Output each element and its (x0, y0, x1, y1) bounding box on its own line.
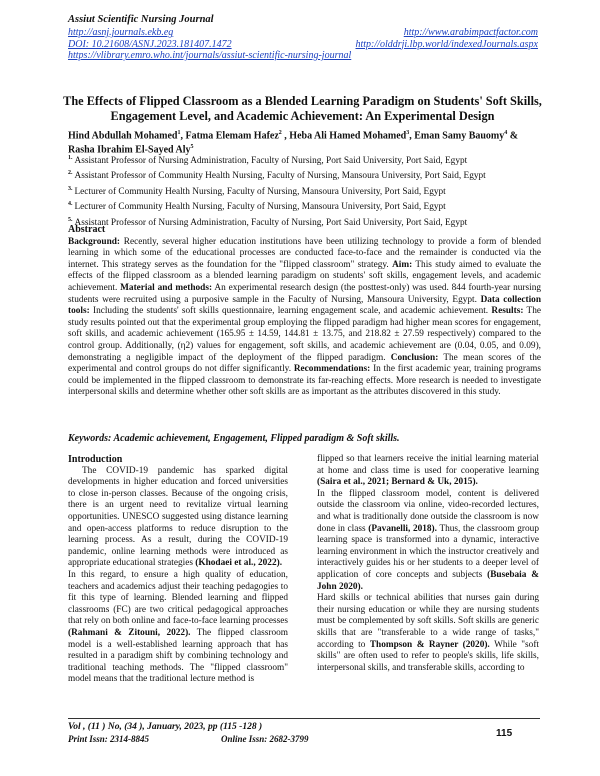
affiliation-item: $^{4.}$ Lecturer of Community Health Nursing, Faculty of Nursing, Mansoura University, Port Said, Egypt (68, 201, 446, 213)
arab-impact-factor-link[interactable]: http://www.arabimpactfactor.com (403, 27, 538, 38)
volume-info: Vol , (11 ) No, (34 ), January, 2023, pp (115 -128 ) (68, 722, 263, 732)
author-1: Hind Abdullah Mohamed (68, 130, 178, 142)
journal-site-link[interactable]: http://asnj.journals.ekb.eg (68, 27, 174, 38)
affiliation-item: $^{1.}$ Assistant Professor of Nursing Administration, Faculty of Nursing, Port Said University, Port Said, Egypt (68, 155, 468, 167)
drji-index-link[interactable]: http://olddrji.lbp.world/indexedJournals.aspx (355, 38, 538, 50)
doi-link[interactable]: DOI: 10.21608/ASNJ.2023.181407.1472 (68, 38, 232, 50)
abstract: Abstract Background: Recently, several higher education institutions have been utilizing technology to provide a form of blended learning in which some of the educational processes are conducted face-to-face and the remainder is conducted via the internet. This strategy serves as the foundation for the "flipped classroom" strategy. Aim: This study aimed to evaluate the effects of the flipped classroom as a blended learning paradigm on students' soft skills, engagement levels, and academic achievement. Material and methods: An experimental research design (the posttest-only) was used. 844 fourth-year nursing students were recruited using a purposive sample in the Faculty of Nursing, Mansoura University, Egypt. Data collection tools: Including the students' soft skills questionnaire, learning engagement scale, and academic achievement. Results: The study results pointed out that the experimental group employing the flipped paradigm had higher mean scores for engagement, soft skills, and academic achievement (165.95 ± 14.59, 144.81 ± 13.75, and 218.82 ± 27.59 respectively) compared to the control group. Additionally, (η2) values for engagement, soft skills, and academic achievement are (0.04, 0.05, and 0.09), demonstrating a negligible impact of the deployment of the flipped paradigm. Conclusion: The mean scores of the experimental and control groups do not differ significantly. Recommendations: In the first academic year, training programs could be implemented in the flipped classroom to demonstrate its far-reaching effects. More research is needed to investigate interpersonal skills and determine whether other soft skills are as important as the attributes discovered in this study. (68, 224, 542, 398)
paragraph: flipped so that learners receive the initial learning material at home and class time is used for cooperative learning (Saira et al., 2021; Bernard & Uk, 2015). (317, 454, 539, 488)
intro-left-column (68, 454, 288, 686)
intro-right-column (317, 454, 539, 674)
intro-heading: Introduction (68, 454, 123, 465)
print-issn: Print Issn: 2314-8845 (68, 733, 150, 744)
paragraph: The COVID-19 pandemic has sparked digital developments in higher education and forced universities to close in-person classes. Because of the ongoing crisis, there is an urgent need to revitalize virtual learning opportunities. UNESCO suggested using distance learning and open-access platforms to reduce disruption to the learning process. As a result, during the COVID-19 pandemic, online learning methods were introduced as appropriate educational strategies (Khodaei et al., 2022). (68, 465, 288, 569)
affiliation-item: $^{5.}$ Assistant Professor of Nursing Administration, Faculty of Nursing, Port Said University, Port Said, Egypt (68, 216, 468, 228)
paragraph: In the flipped classroom model, content is delivered outside the classroom via online, video-recorded lectures, and what is traditionally done outside the classroom is now done in class (Pavanelli, 2018). Thus, the classroom group learning space is transformed into a dynamic, interactive learning environment in which the instructor creatively and interactively guides his or her students to a deeper level of application of core concepts and subjects (Busebaia & John 2020). (317, 488, 539, 592)
paragraph: In this regard, to ensure a high quality of education, teachers and academics adjust their teaching pedagogies to fit this type of learning. Blended learning and flipped classrooms (FC) are two critical pedagogical approaches that rely on both online and face-to-face learning processes (Rahmani & Zitouni, 2022). The flipped classroom model is a well-established learning approach that has resulted in a paradigm shift by combining technology and traditional teaching methods. The "flipped classroom" model means that the traditional lecture method is (68, 569, 288, 685)
footer-divider (68, 718, 540, 719)
online-issn: Online Issn: 2682-3799 (221, 733, 309, 744)
paragraph: Hard skills or technical abilities that nurses gain during their nursing education or while they are nursing students must be complemented by soft skills. Soft skills are generic skills that are "transferable to a wide range of tasks," according to Thompson & Rayner (2020). While "soft skills" are often used to refer to people's skills, life skills, interpersonal skills, and transferable skills, according to (317, 593, 540, 673)
keywords: Keywords: Academic achievement, Engagement, Flipped paradigm & Soft skills. (68, 433, 400, 444)
abstract-heading: Abstract (68, 224, 106, 235)
journal-name: Assiut Scientific Nursing Journal (68, 14, 214, 25)
author-4: Eman Samy Bauomy (414, 130, 505, 142)
author-list: Hind Abdullah Mohamed$^1$, Fatma Elemam Hafez$^2$ , Heba Ali Hamed Mohamed$^3$, Eman Samy Bauomy$^4$ & Rasha Ibrahim El-Sayed Aly$^5$ (68, 130, 519, 156)
emro-vlibrary-link[interactable]: https://vlibrary.emro.who.int/journals/assiut-scientific-nursing-journal (68, 50, 352, 61)
page-number: 115 (496, 728, 513, 739)
author-5: Rasha Ibrahim El-Sayed Aly (68, 144, 191, 156)
affiliation-list (68, 152, 543, 229)
footer (68, 722, 309, 745)
affiliation-item: $^{3.}$ Lecturer of Community Health Nursing, Faculty of Nursing, Mansoura University, Port Said, Egypt (68, 185, 446, 197)
journal-links (68, 27, 538, 62)
paper-title: The Effects of Flipped Classroom as a Blended Learning Paradigm on Students' Soft Skills, Engagement Level, and Academic Achievement: An Experimental Design (63, 94, 542, 123)
affiliation-item: $^{2.}$ Assistant Professor of Community Health Nursing, Faculty of Nursing, Mansoura University, Port Said, Egypt (68, 170, 486, 182)
author-2: Fatma Elemam Hafez (185, 130, 279, 142)
author-3: Heba Ali Hamed Mohamed (289, 130, 407, 142)
